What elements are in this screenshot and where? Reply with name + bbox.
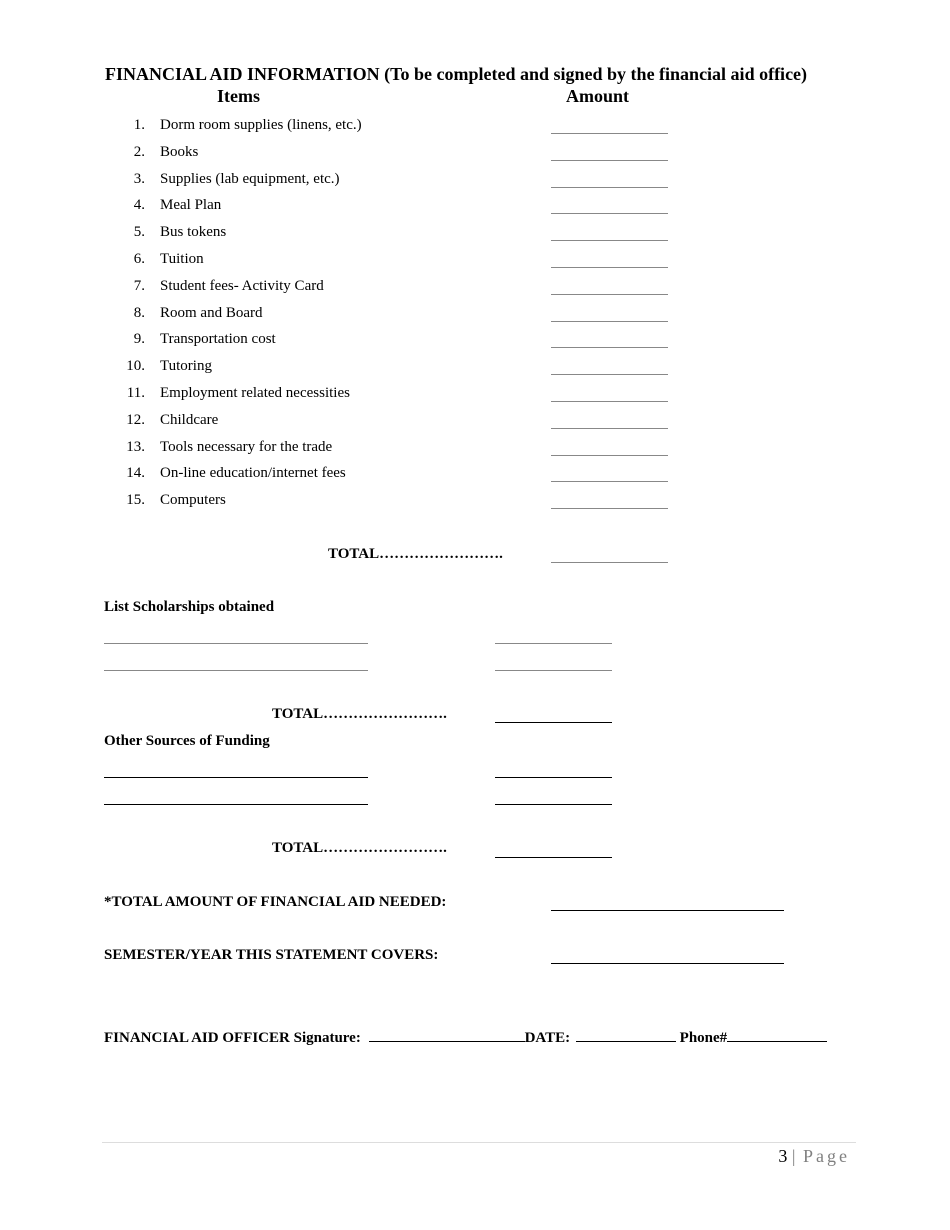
item-number: 2. bbox=[133, 144, 145, 160]
funding-source-name-field[interactable] bbox=[104, 777, 368, 778]
page-separator: | bbox=[791, 1146, 799, 1166]
item-number: 13. bbox=[126, 439, 145, 455]
item-label: On-line education/internet fees bbox=[160, 465, 346, 481]
funding-source-amount-field[interactable] bbox=[495, 804, 612, 805]
item-amount-field[interactable] bbox=[551, 401, 668, 402]
semester-label: SEMESTER/YEAR THIS STATEMENT COVERS: bbox=[104, 947, 439, 963]
item-amount-field[interactable] bbox=[551, 508, 668, 509]
item-number: 9. bbox=[133, 331, 145, 347]
item-amount-field[interactable] bbox=[551, 455, 668, 456]
item-number: 14. bbox=[126, 465, 145, 481]
item-number: 8. bbox=[133, 305, 145, 321]
item-label: Student fees- Activity Card bbox=[160, 278, 324, 294]
item-number: 15. bbox=[126, 492, 145, 508]
item-label: Books bbox=[160, 144, 199, 160]
other-sources-heading: Other Sources of Funding bbox=[104, 733, 270, 749]
item-label: Room and Board bbox=[160, 305, 263, 321]
item-amount-field[interactable] bbox=[551, 240, 668, 241]
item-number: 10. bbox=[126, 358, 145, 374]
items-column-header: Items bbox=[217, 86, 260, 106]
item-label: Meal Plan bbox=[160, 197, 222, 213]
item-amount-field[interactable] bbox=[551, 187, 668, 188]
total-needed-label: *TOTAL AMOUNT OF FINANCIAL AID NEEDED: bbox=[104, 894, 447, 910]
item-label: Dorm room supplies (linens, etc.) bbox=[160, 117, 362, 133]
scholarship-name-field[interactable] bbox=[104, 670, 368, 671]
item-label: Computers bbox=[160, 492, 226, 508]
item-number: 3. bbox=[133, 171, 145, 187]
item-amount-field[interactable] bbox=[551, 321, 668, 322]
item-label: Employment related necessities bbox=[160, 385, 350, 401]
item-amount-field[interactable] bbox=[551, 294, 668, 295]
date-label: DATE: bbox=[524, 1030, 571, 1046]
item-label: Bus tokens bbox=[160, 224, 227, 240]
item-label: Childcare bbox=[160, 412, 219, 428]
officer-signature-label: FINANCIAL AID OFFICER Signature: bbox=[104, 1030, 361, 1046]
item-number: 12. bbox=[126, 412, 145, 428]
other-sources-total-label: TOTAL……………………. bbox=[272, 840, 447, 856]
signature-row bbox=[104, 1028, 827, 1047]
officer-signature-field[interactable] bbox=[369, 1028, 525, 1042]
item-number: 1. bbox=[133, 117, 145, 133]
item-amount-field[interactable] bbox=[551, 133, 668, 134]
item-number: 6. bbox=[133, 251, 145, 267]
item-label: Tools necessary for the trade bbox=[160, 439, 333, 455]
item-amount-field[interactable] bbox=[551, 481, 668, 482]
page-word: Page bbox=[803, 1146, 850, 1166]
page-number: 3 bbox=[778, 1146, 788, 1166]
item-amount-field[interactable] bbox=[551, 374, 668, 375]
item-label: Tutoring bbox=[160, 358, 212, 374]
item-amount-field[interactable] bbox=[551, 213, 668, 214]
item-label: Transportation cost bbox=[160, 331, 276, 347]
form-title: FINANCIAL AID INFORMATION (To be completed and signed by the financial aid office) bbox=[105, 64, 808, 84]
item-amount-field[interactable] bbox=[551, 160, 668, 161]
scholarship-amount-field[interactable] bbox=[495, 670, 612, 671]
scholarships-heading: List Scholarships obtained bbox=[104, 599, 275, 615]
item-label: Supplies (lab equipment, etc.) bbox=[160, 171, 340, 187]
items-total-amount-field[interactable] bbox=[551, 562, 668, 563]
item-amount-field[interactable] bbox=[551, 267, 668, 268]
phone-field[interactable] bbox=[727, 1028, 827, 1042]
funding-source-amount-field[interactable] bbox=[495, 777, 612, 778]
item-number: 5. bbox=[133, 224, 145, 240]
date-field[interactable] bbox=[576, 1028, 676, 1042]
item-amount-field[interactable] bbox=[551, 428, 668, 429]
item-amount-field[interactable] bbox=[551, 347, 668, 348]
item-number: 11. bbox=[126, 385, 145, 401]
page-footer bbox=[778, 1146, 850, 1167]
footer-divider bbox=[102, 1142, 856, 1143]
scholarships-total-field[interactable] bbox=[495, 722, 612, 723]
item-number: 7. bbox=[133, 278, 145, 294]
total-needed-field[interactable] bbox=[551, 910, 784, 911]
other-sources-total-field[interactable] bbox=[495, 857, 612, 858]
scholarships-total-label: TOTAL……………………. bbox=[272, 706, 447, 722]
items-total-label: TOTAL……………………. bbox=[328, 546, 503, 562]
scholarship-amount-field[interactable] bbox=[495, 643, 612, 644]
item-number: 4. bbox=[133, 197, 145, 213]
scholarship-name-field[interactable] bbox=[104, 643, 368, 644]
item-label: Tuition bbox=[160, 251, 204, 267]
semester-field[interactable] bbox=[551, 963, 784, 964]
amount-column-header: Amount bbox=[566, 86, 630, 106]
phone-label: Phone# bbox=[679, 1030, 728, 1046]
funding-source-name-field[interactable] bbox=[104, 804, 368, 805]
